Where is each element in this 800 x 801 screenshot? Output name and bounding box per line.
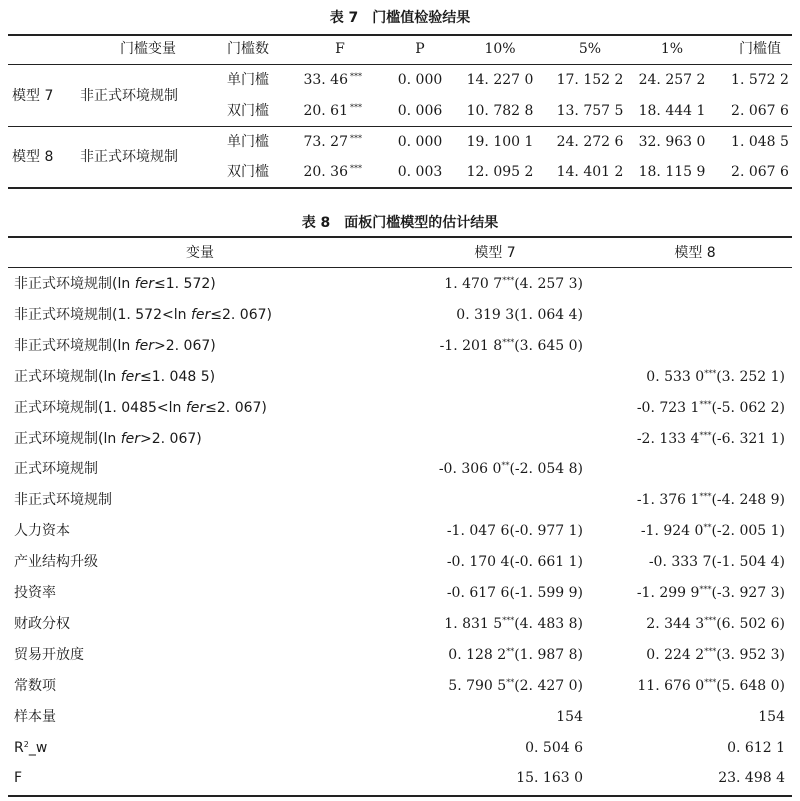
- p-value: 0. 000: [397, 72, 443, 88]
- variable-label-suffix: ≤1. 572): [154, 276, 216, 292]
- variable-superscript: 2: [23, 740, 29, 749]
- model7-value: [444, 276, 583, 292]
- model8-value: [637, 492, 785, 508]
- threshold-value: 2. 067 6: [731, 164, 789, 180]
- model7-value: [447, 585, 583, 601]
- model7-value: [456, 307, 583, 323]
- threshold-value: 2. 067 6: [731, 103, 789, 119]
- header-5pct: 5%: [578, 41, 602, 57]
- variable-label: [14, 338, 216, 354]
- significance-stars: **: [506, 647, 515, 656]
- variable-label-text: 常数项: [14, 678, 56, 694]
- significance-stars: ***: [704, 678, 717, 687]
- coefficient: 15. 163 0: [516, 770, 583, 786]
- variable-label-text: 产业结构升级: [14, 554, 98, 570]
- variable-label: [14, 369, 215, 385]
- variable-label-text: 样本量: [14, 709, 56, 725]
- coefficient: 0. 504 6: [525, 740, 583, 756]
- threshold-value: 1. 572 2: [731, 72, 789, 88]
- model8-value: [727, 740, 785, 756]
- critical-10pct: 12. 095 2: [466, 164, 534, 180]
- coefficient: 154: [556, 709, 583, 725]
- model8-value: [637, 678, 785, 694]
- f-value: 20. 61: [303, 103, 348, 119]
- variable-label-suffix: _w: [28, 740, 48, 756]
- coefficient: -1. 376 1: [636, 492, 700, 508]
- model7-value: [448, 647, 583, 663]
- critical-10pct: 14. 227 0: [466, 72, 534, 88]
- variable-label: [14, 647, 84, 663]
- table8-top-rule: [8, 236, 792, 238]
- significance-stars: ***: [502, 338, 515, 347]
- model8-label: 模型 8: [12, 149, 54, 165]
- variable-label-text: 人力资本: [14, 523, 70, 539]
- variable-symbol: fer: [120, 369, 140, 385]
- variable-label-text: R: [14, 740, 24, 756]
- variable-label: [14, 740, 47, 756]
- model7-value: [439, 461, 583, 477]
- variable-label-text: 非正式环境规制(ln: [14, 338, 135, 354]
- t-statistic: (-4. 248 9): [711, 492, 785, 508]
- t-statistic: (-5. 062 2): [711, 400, 785, 416]
- model8-value: [637, 585, 785, 601]
- critical-10pct: 19. 100 1: [466, 134, 534, 150]
- variable-label: [14, 307, 272, 323]
- table7-bottom-rule: [8, 187, 792, 189]
- significance-stars: **: [506, 678, 515, 687]
- model8-value: [718, 770, 785, 786]
- table8-bottom-rule: [8, 795, 792, 797]
- table8-header-rule: [8, 267, 792, 268]
- coefficient: 1. 470 7: [444, 276, 503, 292]
- f-significance: ***: [350, 134, 362, 143]
- variable-label: [14, 616, 70, 632]
- t-statistic: (-2. 054 8): [509, 461, 583, 477]
- variable-label-suffix: ≤2. 067): [210, 307, 272, 323]
- variable-label: [14, 492, 112, 508]
- model8-value: [637, 400, 785, 416]
- variable-label-text: 正式环境规制(ln: [14, 431, 121, 447]
- variable-label-text: F: [14, 770, 23, 786]
- t-statistic: (-0. 661 1): [509, 554, 583, 570]
- threshold-type: 双门槛: [227, 164, 269, 180]
- variable-label: [14, 431, 202, 447]
- model8-value: [641, 523, 785, 539]
- variable-symbol: fer: [120, 431, 140, 447]
- critical-5pct: 13. 757 5: [556, 103, 624, 119]
- table8-caption: 表 8 面板门槛模型的估计结果: [301, 215, 499, 231]
- model7-value: [556, 709, 583, 725]
- header-model7: 模型 7: [474, 245, 516, 261]
- model7-value: [444, 616, 583, 632]
- significance-stars: ***: [699, 400, 712, 409]
- model7-value: [525, 740, 583, 756]
- p-value: 0. 006: [397, 103, 443, 119]
- significance-stars: ***: [699, 431, 712, 440]
- t-statistic: (4. 257 3): [514, 276, 583, 292]
- variable-label-text: 贸易开放度: [14, 647, 84, 663]
- threshold-value: 1. 048 5: [731, 134, 789, 150]
- model8-variable: 非正式环境规制: [80, 149, 178, 165]
- threshold-type: 单门槛: [227, 134, 269, 150]
- t-statistic: (-2. 005 1): [711, 523, 785, 539]
- model8-value: [646, 369, 785, 385]
- significance-stars: ***: [699, 585, 712, 594]
- coefficient: 0. 612 1: [727, 740, 785, 756]
- model7-label: 模型 7: [12, 88, 54, 104]
- header-1pct: 1%: [660, 41, 684, 57]
- t-statistic: (3. 952 3): [716, 647, 785, 663]
- critical-1pct: 18. 115 9: [638, 164, 706, 180]
- model7-value: [440, 338, 583, 354]
- t-statistic: (2. 427 0): [514, 678, 583, 694]
- model8-value: [758, 709, 785, 725]
- critical-1pct: 24. 257 2: [638, 72, 706, 88]
- coefficient: 0. 533 0: [646, 369, 705, 385]
- coefficient: -0. 306 0: [438, 461, 502, 477]
- f-significance: ***: [350, 103, 362, 112]
- coefficient: 2. 344 3: [646, 616, 705, 632]
- model7-value: [448, 678, 583, 694]
- t-statistic: (4. 483 8): [514, 616, 583, 632]
- t-statistic: (1. 987 8): [514, 647, 583, 663]
- header-variable: 变量: [186, 245, 214, 261]
- critical-1pct: 32. 963 0: [638, 134, 706, 150]
- variable-label: [14, 400, 267, 416]
- f-value: 20. 36: [303, 164, 348, 180]
- variable-label-suffix: >2. 067): [140, 431, 202, 447]
- coefficient: -1. 201 8: [439, 338, 503, 354]
- f-value: 73. 27: [303, 134, 348, 150]
- table7-top-rule: [8, 34, 792, 36]
- significance-stars: **: [703, 523, 712, 532]
- threshold-type: 双门槛: [227, 103, 269, 119]
- model7-variable: 非正式环境规制: [80, 88, 178, 104]
- variable-label: [14, 461, 98, 477]
- coefficient: 0. 224 2: [646, 647, 705, 663]
- t-statistic: (6. 502 6): [716, 616, 785, 632]
- coefficient: -1. 924 0: [640, 523, 704, 539]
- significance-stars: ***: [502, 276, 515, 285]
- variable-label-suffix: ≤1. 048 5): [140, 369, 216, 385]
- variable-symbol: fer: [190, 307, 211, 323]
- variable-label: [14, 709, 56, 725]
- variable-label-text: 非正式环境规制: [14, 492, 112, 508]
- t-statistic: (1. 064 4): [514, 307, 583, 323]
- t-statistic: (-6. 321 1): [711, 431, 785, 447]
- variable-label: [14, 523, 70, 539]
- model7-value: [447, 554, 583, 570]
- variable-label-text: 非正式环境规制(ln: [14, 276, 135, 292]
- variable-symbol: fer: [134, 276, 154, 292]
- t-statistic: (-1. 504 4): [711, 554, 785, 570]
- p-value: 0. 000: [397, 134, 443, 150]
- coefficient: -1. 299 9: [636, 585, 700, 601]
- f-value: 33. 46: [303, 72, 348, 88]
- critical-1pct: 18. 444 1: [638, 103, 706, 119]
- f-significance: ***: [350, 164, 362, 173]
- p-value: 0. 003: [397, 164, 443, 180]
- variable-symbol: fer: [185, 400, 206, 416]
- model8-value: [637, 431, 785, 447]
- coefficient: -0. 333 7: [648, 554, 712, 570]
- variable-label-suffix: ≤2. 067): [205, 400, 267, 416]
- t-statistic: (3. 252 1): [716, 369, 785, 385]
- header-f: F: [335, 41, 345, 57]
- coefficient: -0. 617 6: [446, 585, 510, 601]
- coefficient: -0. 170 4: [446, 554, 510, 570]
- coefficient: -1. 047 6: [446, 523, 510, 539]
- significance-stars: ***: [502, 616, 515, 625]
- significance-stars: ***: [699, 492, 712, 501]
- coefficient: 0. 128 2: [448, 647, 507, 663]
- header-threshold-count: 门槛数: [227, 41, 269, 57]
- variable-label-text: 非正式环境规制(1. 572<ln: [14, 307, 191, 323]
- variable-label: [14, 678, 56, 694]
- significance-stars: ***: [704, 616, 717, 625]
- t-statistic: (3. 645 0): [514, 338, 583, 354]
- variable-label-text: 正式环境规制(1. 0485<ln: [14, 400, 186, 416]
- coefficient: 23. 498 4: [718, 770, 785, 786]
- critical-10pct: 10. 782 8: [466, 103, 534, 119]
- variable-label: [14, 276, 216, 292]
- threshold-type: 单门槛: [227, 72, 269, 88]
- variable-label-text: 财政分权: [14, 616, 70, 632]
- coefficient: -2. 133 4: [636, 431, 700, 447]
- coefficient: 5. 790 5: [448, 678, 507, 694]
- variable-label: [14, 554, 98, 570]
- table7-group-rule: [8, 126, 792, 127]
- variable-label-suffix: >2. 067): [154, 338, 216, 354]
- coefficient: -0. 723 1: [636, 400, 700, 416]
- header-10pct: 10%: [484, 41, 516, 57]
- variable-label: [14, 770, 22, 786]
- significance-stars: ***: [704, 369, 717, 378]
- f-significance: ***: [350, 72, 362, 81]
- header-model8: 模型 8: [674, 245, 716, 261]
- coefficient: 0. 319 3: [456, 307, 515, 323]
- header-threshold-value: 门槛值: [739, 41, 781, 57]
- critical-5pct: 17. 152 2: [556, 72, 624, 88]
- coefficient: 11. 676 0: [637, 678, 705, 694]
- variable-label-text: 正式环境规制(ln: [14, 369, 121, 385]
- model8-value: [646, 616, 785, 632]
- variable-label-text: 投资率: [14, 585, 56, 601]
- t-statistic: (5. 648 0): [716, 678, 785, 694]
- header-threshold-variable: 门槛变量: [120, 41, 176, 57]
- header-p: P: [415, 41, 425, 57]
- significance-stars: **: [501, 461, 510, 470]
- significance-stars: ***: [704, 647, 717, 656]
- model7-value: [516, 770, 583, 786]
- model8-value: [646, 647, 785, 663]
- model7-value: [447, 523, 583, 539]
- critical-5pct: 24. 272 6: [556, 134, 624, 150]
- t-statistic: (-0. 977 1): [509, 523, 583, 539]
- coefficient: 1. 831 5: [444, 616, 503, 632]
- t-statistic: (-3. 927 3): [711, 585, 785, 601]
- variable-label-text: 正式环境规制: [14, 461, 98, 477]
- table7-header-rule: [8, 64, 792, 65]
- coefficient: 154: [758, 709, 785, 725]
- variable-label: [14, 585, 56, 601]
- variable-symbol: fer: [134, 338, 154, 354]
- model8-value: [649, 554, 785, 570]
- critical-5pct: 14. 401 2: [556, 164, 624, 180]
- t-statistic: (-1. 599 9): [509, 585, 583, 601]
- table7-caption: 表 7 门槛值检验结果: [329, 10, 471, 26]
